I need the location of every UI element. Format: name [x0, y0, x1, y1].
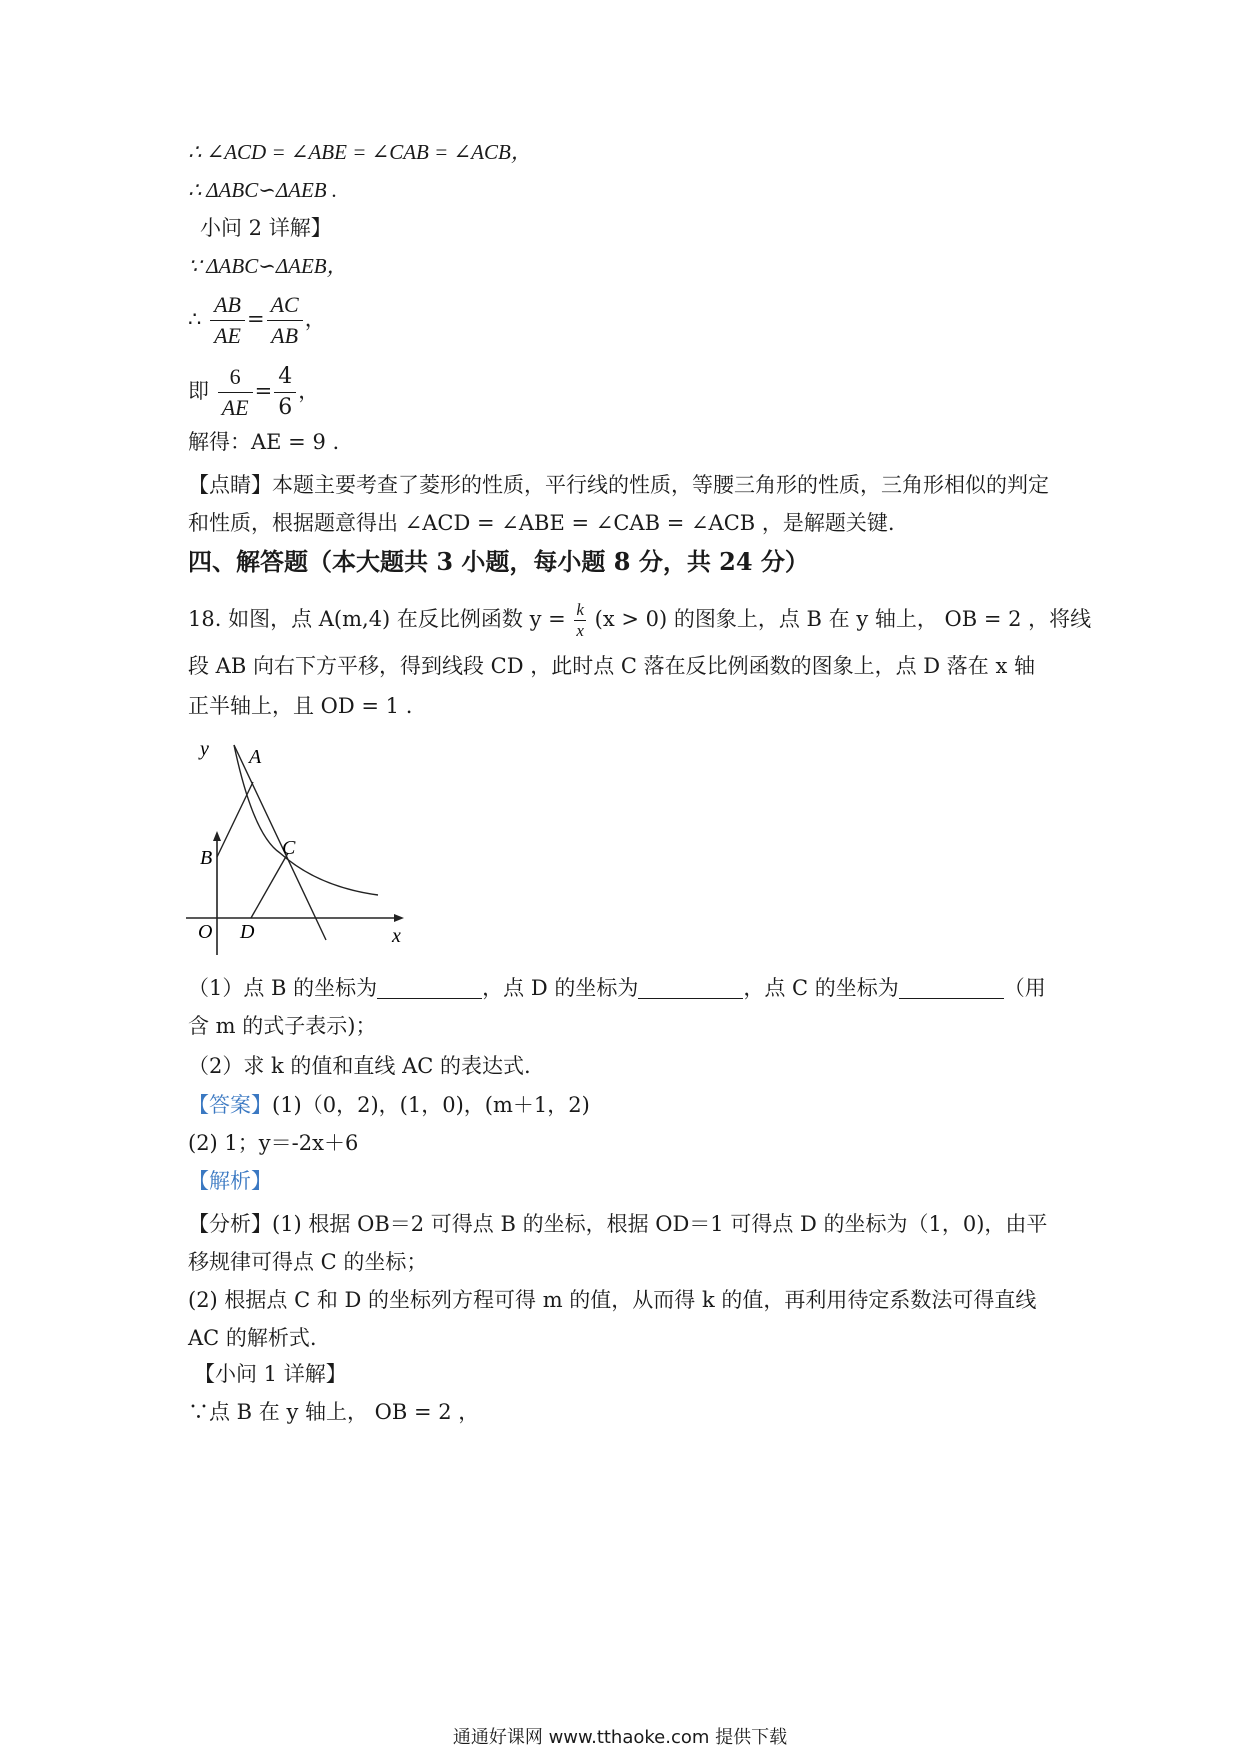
- text-line-2: ∴ ΔABC∽ΔAEB .: [188, 178, 338, 202]
- page-footer: 通通好课网 www.tthaoke.com 提供下载: [452, 1727, 788, 1748]
- subquestion-1-text-d: （用: [1003, 976, 1046, 1000]
- question-18-text-b: (x > 0) 的图象上，点 B 在 y 轴上， OB = 2 ，将线: [594, 607, 1092, 631]
- fraction-denominator: AE: [214, 323, 241, 348]
- answer-label: 【答案】: [188, 1093, 272, 1117]
- fraction-numerator: k: [576, 600, 584, 619]
- x-axis-arrow: [394, 914, 404, 922]
- subquestion-1-line-2: 含 m 的式子表示)；: [188, 1014, 377, 1038]
- fraction-line-2: 即 $\frac{6}{AE}$ = $\frac{4}{6}$ ，: [188, 362, 319, 423]
- text-line-4: ∵ ΔABC∽ΔAEB，: [188, 254, 348, 278]
- x-axis-label: x: [392, 925, 401, 947]
- subquestion-1-text-c: ，点 C 的坐标为: [743, 976, 899, 1000]
- point-d-label: D: [240, 921, 255, 943]
- subquestion-1-text-a: （1）点 B 的坐标为: [188, 976, 378, 1000]
- fraction-ac-ab: [267, 290, 303, 351]
- question-18-line-2: 段 AB 向右下方平移，得到线段 CD ，此时点 C 落在反比例函数的图象上，点 D 落在 x 轴: [188, 654, 1036, 678]
- point-a-label: A: [249, 746, 262, 768]
- question-18-line-3: 正半轴上，且 OD = 1 .: [188, 694, 413, 718]
- subquestion-1-text-b: ，点 D 的坐标为: [482, 976, 639, 1000]
- fraction-numerator: AC: [267, 290, 303, 321]
- fraction-4-6: [274, 362, 296, 423]
- segment-ab: [217, 782, 253, 857]
- solution-line: 解得：AE = 9 .: [188, 430, 340, 454]
- y-axis-arrow: [213, 831, 221, 841]
- fraction-numerator: AB: [210, 290, 245, 321]
- fraction-numerator: 6: [218, 362, 253, 393]
- question-18-line-1: [188, 600, 1091, 641]
- answer-line-2: (2) 1；y＝-2x＋6: [188, 1131, 359, 1155]
- text-line-1: ∴ ∠ACD = ∠ABE = ∠CAB = ∠ACB，: [188, 140, 532, 164]
- segment-cd: [251, 853, 288, 918]
- fraction-denominator: 6: [278, 395, 293, 420]
- section-heading: 四、解答题（本大题共 3 小题，每小题 8 分，共 24 分）: [188, 547, 809, 576]
- therefore-symbol: ∴: [188, 307, 202, 331]
- key-point-paragraph: 【点睛】本题主要考查了菱形的性质，平行线的性质，等腰三角形的性质，三角形相似的判定和性质，根据题意得出 ∠ACD = ∠ABE = ∠CAB = ∠ACB ，是解题关键.: [188, 473, 1049, 535]
- question-18-text-a: 18. 如图，点 A(m,4) 在反比例函数 y =: [188, 607, 566, 631]
- answer-blank-d[interactable]: [638, 978, 743, 999]
- namely-text: 即: [188, 379, 209, 403]
- fraction-k-over-x: [574, 600, 586, 641]
- detail-heading-1: 【小问 1 详解】: [194, 1362, 347, 1386]
- comma: ，: [298, 379, 320, 403]
- coordinate-figure: [198, 738, 438, 960]
- fraction-numerator: 4: [274, 362, 296, 393]
- detail-line-1: ∵点 B 在 y 轴上， OB = 2 ，: [188, 1400, 480, 1424]
- answer-1-text: (1)（0，2)，(1，0)，(m＋1，2): [272, 1093, 590, 1117]
- origin-label: O: [198, 921, 213, 943]
- subquestion-2-line: （2）求 k 的值和直线 AC 的表达式.: [188, 1054, 531, 1078]
- comma: ，: [304, 307, 326, 331]
- subquestion-1-line-1: [188, 974, 1046, 1002]
- fraction-line-1: ∴ $\frac{AB}{AE}$ = $\frac{AC}{AB}$ ，: [188, 290, 326, 351]
- point-b-label: B: [200, 847, 213, 869]
- analysis-paragraph-1: 【分析】(1) 根据 OB＝2 可得点 B 的坐标，根据 OD＝1 可得点 D 的坐标为（1，0)，由平移规律可得点 C 的坐标；: [188, 1212, 1048, 1274]
- fraction-6-ae: [218, 362, 253, 423]
- line-ac: [234, 745, 326, 940]
- fraction-denominator: AB: [271, 323, 299, 348]
- answer-blank-b[interactable]: [377, 978, 482, 999]
- answer-blank-c[interactable]: [899, 978, 1004, 999]
- answer-line-1: [188, 1091, 590, 1119]
- subquestion-heading-2: 小问 2 详解】: [200, 216, 332, 240]
- analysis-paragraph-2: (2) 根据点 C 和 D 的坐标列方程可得 m 的值，从而得 k 的值，再利用待定系数法可得直线 AC 的解析式.: [188, 1288, 1037, 1350]
- analysis-label: 【解析】: [188, 1169, 272, 1193]
- fraction-ab-ae: [210, 290, 245, 351]
- point-c-label: C: [282, 837, 296, 859]
- fraction-denominator: AE: [221, 395, 249, 420]
- fraction-denominator: x: [576, 621, 584, 640]
- y-axis-label: y: [200, 738, 209, 760]
